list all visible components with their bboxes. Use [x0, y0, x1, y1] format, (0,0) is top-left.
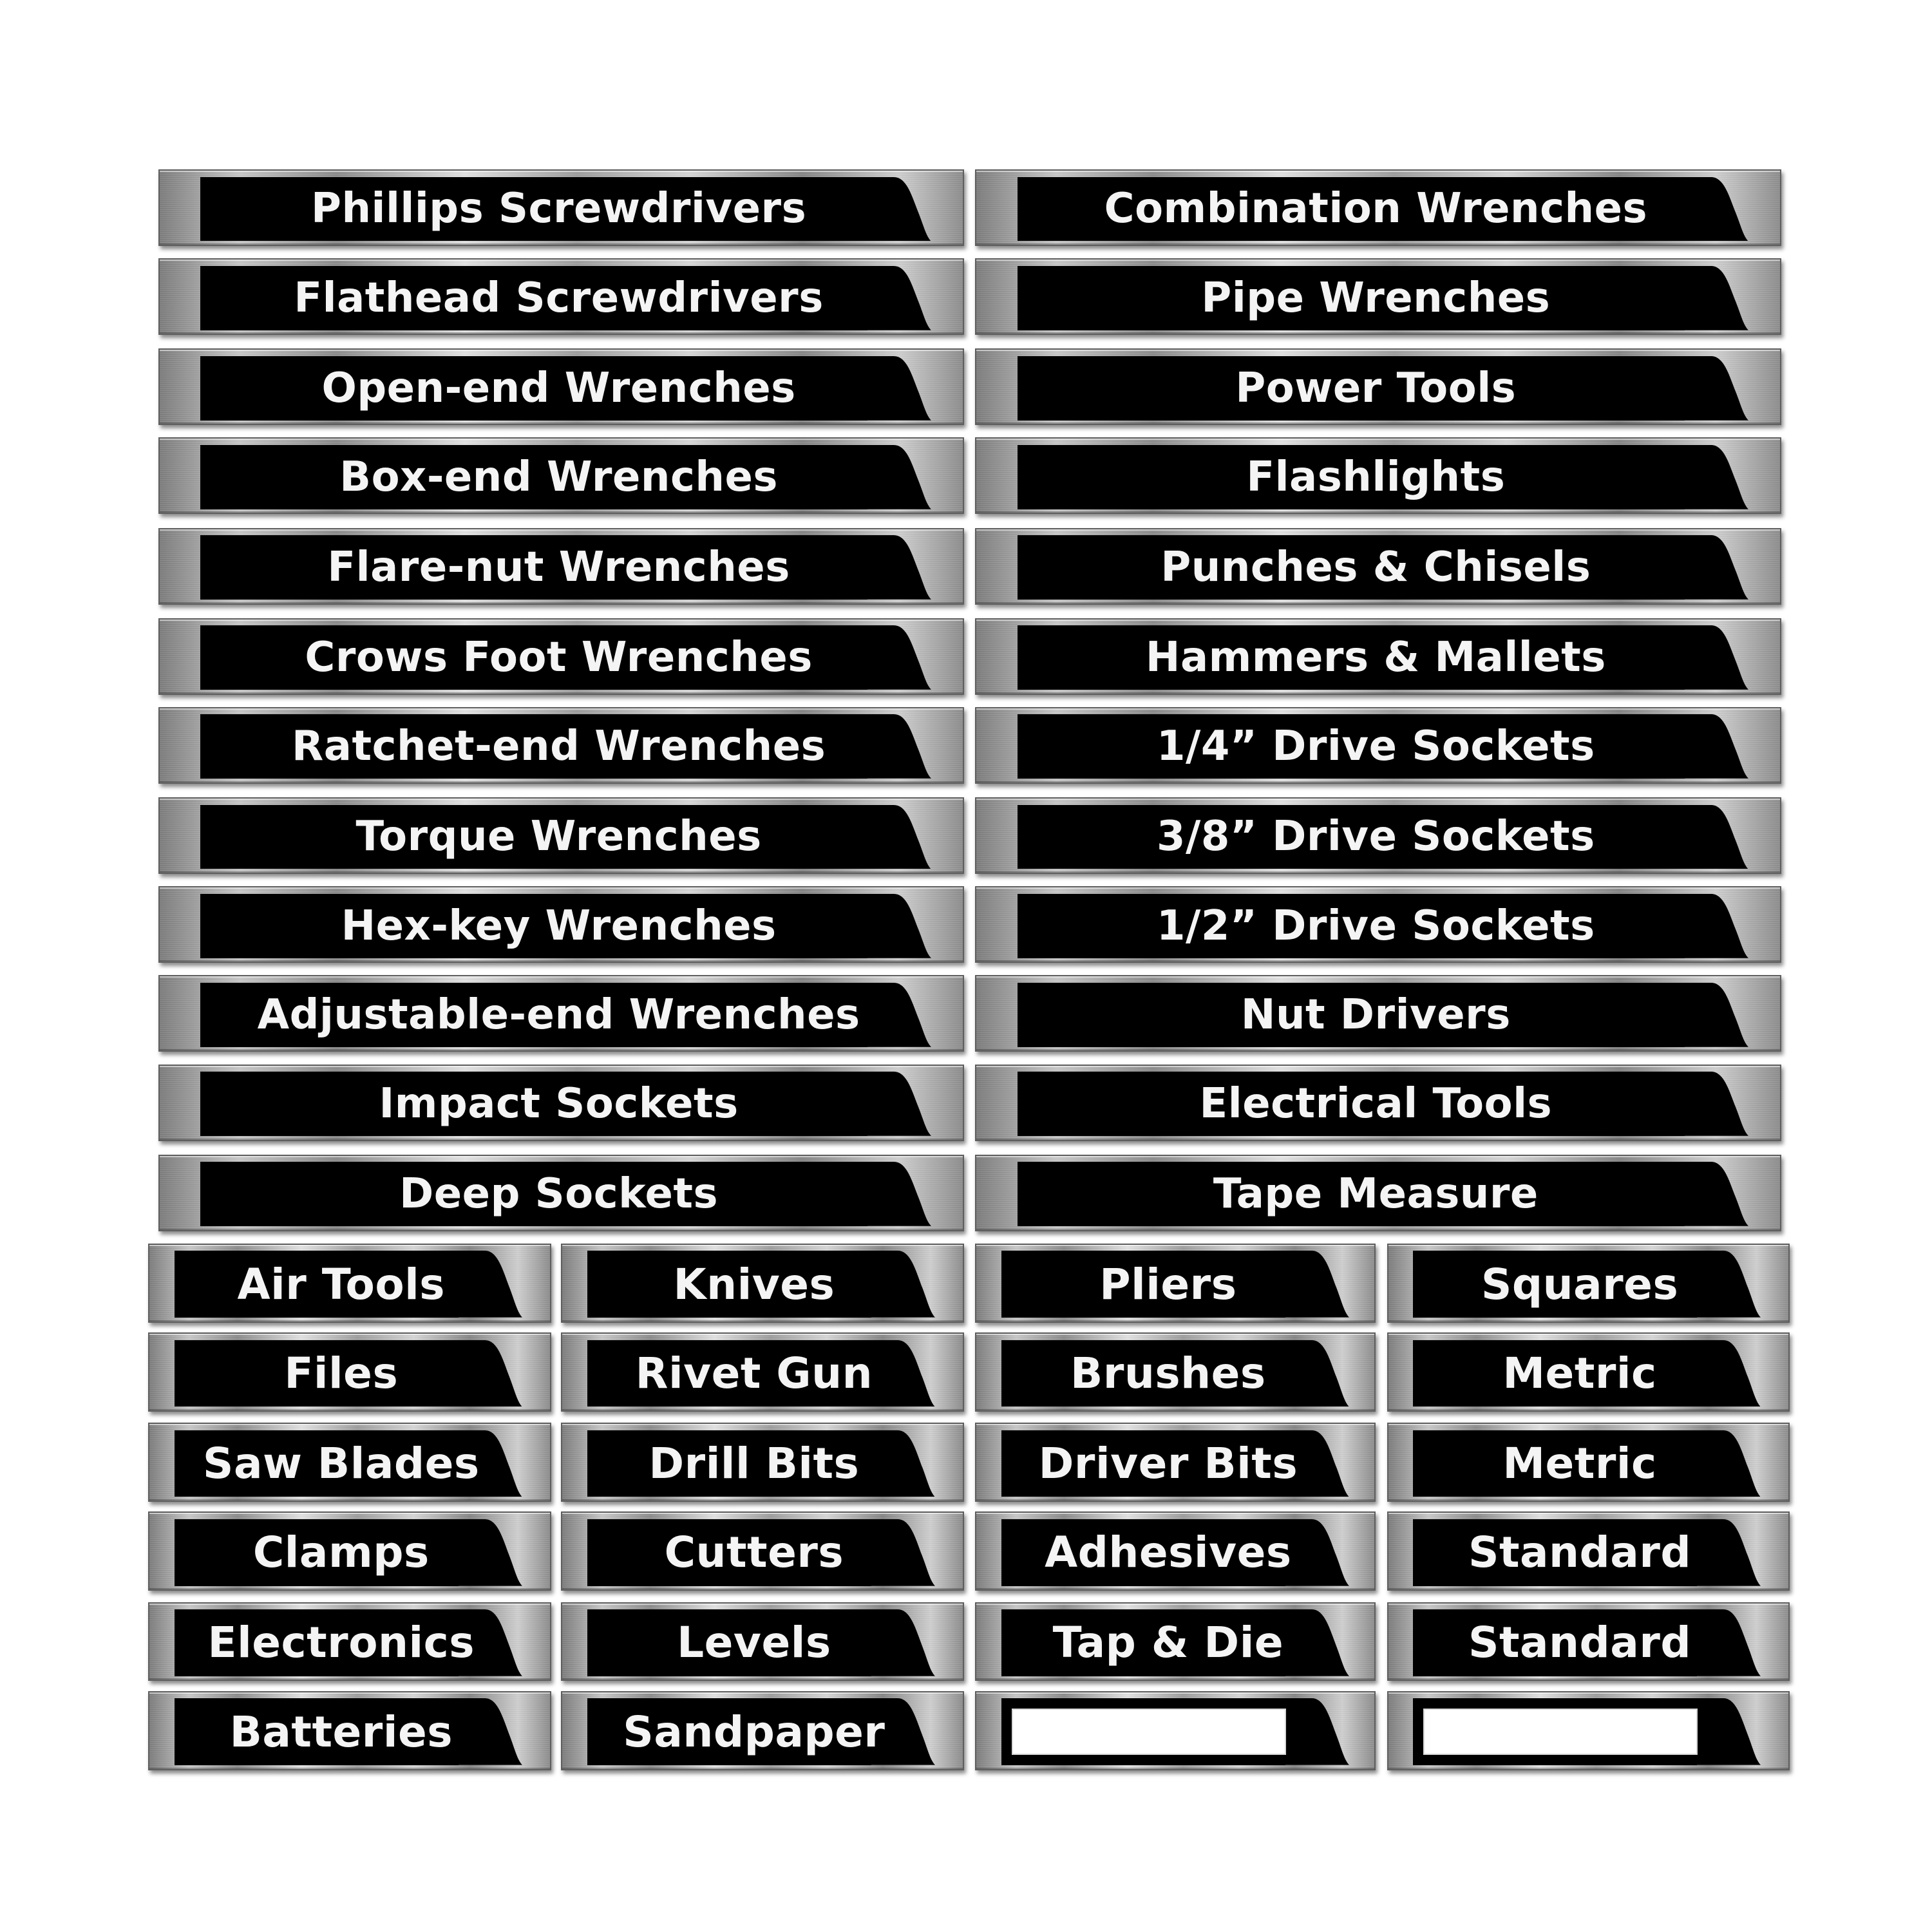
label-band [1018, 356, 1685, 421]
label-plate-right-4 [975, 437, 1781, 514]
label-band [1413, 1340, 1697, 1407]
label-band [200, 983, 867, 1047]
label-text: Hammers & Mallets [1145, 634, 1606, 682]
label-plate-left-5 [158, 528, 964, 605]
label-text: Clamps [252, 1528, 430, 1578]
label-band [1001, 1519, 1292, 1586]
label-text: Hex-key Wrenches [341, 902, 777, 950]
label-text: Driver Bits [1038, 1439, 1298, 1489]
label-band [1018, 983, 1685, 1047]
label-band [200, 894, 867, 958]
label-text: Saw Blades [202, 1439, 480, 1489]
label-text: Open-end Wrenches [321, 364, 796, 412]
label-band [1018, 1072, 1685, 1136]
label-band [1018, 805, 1685, 869]
label-band [1413, 1251, 1697, 1318]
label-plate-right-12 [975, 1155, 1781, 1231]
label-band [1413, 1609, 1697, 1676]
label-plate-left-7 [158, 707, 964, 784]
label-band [1001, 1340, 1285, 1407]
label-plate-col1-5 [148, 1602, 551, 1681]
label-text: Punches & Chisels [1160, 544, 1591, 592]
label-text: Power Tools [1235, 364, 1517, 412]
label-plate-right-8 [975, 797, 1781, 874]
label-band [1018, 1162, 1685, 1226]
label-plate-col2-1 [561, 1244, 964, 1323]
label-band [587, 1430, 871, 1497]
label-band [200, 266, 867, 330]
label-plate-col4-2 [1387, 1332, 1790, 1412]
label-plate-right-9 [975, 886, 1781, 963]
label-band [175, 1698, 459, 1765]
band-tail-shape [1696, 1698, 1761, 1765]
label-text: Metric [1502, 1439, 1657, 1489]
label-plate-right-2 [975, 258, 1781, 335]
label-plate-left-4 [158, 437, 964, 514]
label-band [587, 1340, 871, 1407]
label-band [1018, 177, 1685, 242]
label-text: Rivet Gun [635, 1349, 873, 1398]
label-text: Files [284, 1349, 399, 1398]
label-plate-col4-5 [1387, 1602, 1790, 1681]
label-band [1018, 625, 1685, 690]
label-text: Standard [1468, 1618, 1692, 1668]
label-text: Phillips Screwdrivers [311, 185, 807, 233]
label-band [200, 177, 867, 242]
label-plate-right-6 [975, 618, 1781, 695]
label-text: Torque Wrenches [355, 813, 762, 861]
label-plate-col4-4 [1387, 1511, 1790, 1591]
label-plate-col1-4 [148, 1511, 551, 1591]
label-text: Adjustable-end Wrenches [257, 990, 860, 1039]
label-band [200, 445, 867, 509]
label-text: 1/2” Drive Sockets [1156, 902, 1595, 950]
label-plate-col4-1 [1387, 1244, 1790, 1323]
label-plate-col2-5 [561, 1602, 964, 1681]
label-plate-right-5 [975, 528, 1781, 605]
label-text: Ratchet-end Wrenches [292, 723, 826, 771]
label-plate-col3-4 [975, 1511, 1376, 1591]
label-band [1413, 1430, 1697, 1497]
label-plate-col3-6 [975, 1691, 1376, 1770]
label-plate-left-8 [158, 797, 964, 874]
label-plate-col2-4 [561, 1511, 964, 1591]
label-band [1018, 894, 1685, 958]
label-plate-left-6 [158, 618, 964, 695]
label-plate-left-10 [158, 975, 964, 1052]
label-plate-col3-1 [975, 1244, 1376, 1323]
label-band [1018, 535, 1685, 600]
label-text: Electronics [207, 1618, 475, 1668]
label-text: Batteries [229, 1707, 453, 1757]
label-band [587, 1609, 871, 1676]
label-text: Squares [1481, 1259, 1679, 1309]
label-band [1018, 266, 1685, 330]
label-text: Tape Measure [1213, 1170, 1539, 1218]
label-band [200, 535, 867, 600]
label-text: Sandpaper [623, 1707, 886, 1757]
label-plate-right-11 [975, 1065, 1781, 1141]
label-band [1001, 1430, 1298, 1497]
label-band [200, 1072, 867, 1136]
label-plate-left-3 [158, 348, 964, 425]
band-tail-shape [1285, 1698, 1349, 1765]
label-band [200, 714, 867, 779]
label-text: Knives [673, 1259, 835, 1309]
label-plate-col3-2 [975, 1332, 1376, 1412]
label-band [587, 1519, 871, 1586]
label-plate-col1-3 [148, 1423, 551, 1502]
label-text: Nut Drivers [1240, 990, 1511, 1039]
label-text: Levels [677, 1618, 831, 1668]
label-plate-col3-3 [975, 1423, 1376, 1502]
label-text: Air Tools [237, 1259, 446, 1309]
label-text: Crows Foot Wrenches [305, 634, 813, 682]
blank-label-field[interactable] [1012, 1709, 1286, 1755]
label-plate-left-9 [158, 886, 964, 963]
blank-label-field[interactable] [1423, 1709, 1698, 1755]
label-text: Pipe Wrenches [1201, 274, 1551, 322]
label-plate-left-11 [158, 1065, 964, 1141]
label-plate-col2-2 [561, 1332, 964, 1412]
label-band [1001, 1609, 1285, 1676]
label-band [1413, 1519, 1697, 1586]
label-text: Standard [1468, 1528, 1692, 1578]
label-band [200, 805, 867, 869]
label-text: Tap & Die [1052, 1618, 1284, 1668]
label-text: Deep Sockets [399, 1170, 719, 1218]
label-band [175, 1430, 480, 1497]
label-text: Electrical Tools [1199, 1080, 1553, 1128]
label-plate-col1-2 [148, 1332, 551, 1412]
label-text: Metric [1502, 1349, 1657, 1398]
label-band [200, 625, 867, 690]
label-text: Adhesives [1045, 1528, 1292, 1578]
label-band [587, 1251, 871, 1318]
label-text: Combination Wrenches [1104, 185, 1648, 233]
label-plate-left-2 [158, 258, 964, 335]
label-plate-col3-5 [975, 1602, 1376, 1681]
label-text: 1/4” Drive Sockets [1156, 723, 1595, 771]
label-plate-col2-3 [561, 1423, 964, 1502]
label-text: Brushes [1070, 1349, 1266, 1398]
label-plate-col4-6 [1387, 1691, 1790, 1770]
label-band [1018, 714, 1685, 779]
label-text: Flare-nut Wrenches [327, 544, 790, 592]
label-band [175, 1251, 459, 1318]
label-text: Pliers [1099, 1259, 1237, 1309]
label-plate-left-12 [158, 1155, 964, 1231]
label-band [200, 1162, 867, 1226]
label-plate-right-1 [975, 169, 1781, 246]
label-band [175, 1519, 459, 1586]
label-band [587, 1698, 886, 1765]
label-band [175, 1609, 475, 1676]
label-band [1018, 445, 1685, 509]
label-text: Cutters [664, 1528, 844, 1578]
label-text: Box-end Wrenches [339, 453, 778, 501]
label-text: Flashlights [1246, 453, 1506, 501]
label-band [1001, 1251, 1285, 1318]
label-text: 3/8” Drive Sockets [1156, 813, 1595, 861]
label-plate-right-7 [975, 707, 1781, 784]
label-text: Drill Bits [649, 1439, 860, 1489]
label-plate-col2-6 [561, 1691, 964, 1770]
label-band [200, 356, 867, 421]
label-band [1413, 1698, 1697, 1765]
label-band [175, 1340, 459, 1407]
label-text: Flathead Screwdrivers [294, 274, 824, 322]
label-plate-col4-3 [1387, 1423, 1790, 1502]
label-text: Impact Sockets [379, 1080, 739, 1128]
label-plate-col1-6 [148, 1691, 551, 1770]
label-plate-col1-1 [148, 1244, 551, 1323]
label-plate-right-3 [975, 348, 1781, 425]
label-band [1001, 1698, 1285, 1765]
label-plate-right-10 [975, 975, 1781, 1052]
label-plate-left-1 [158, 169, 964, 246]
